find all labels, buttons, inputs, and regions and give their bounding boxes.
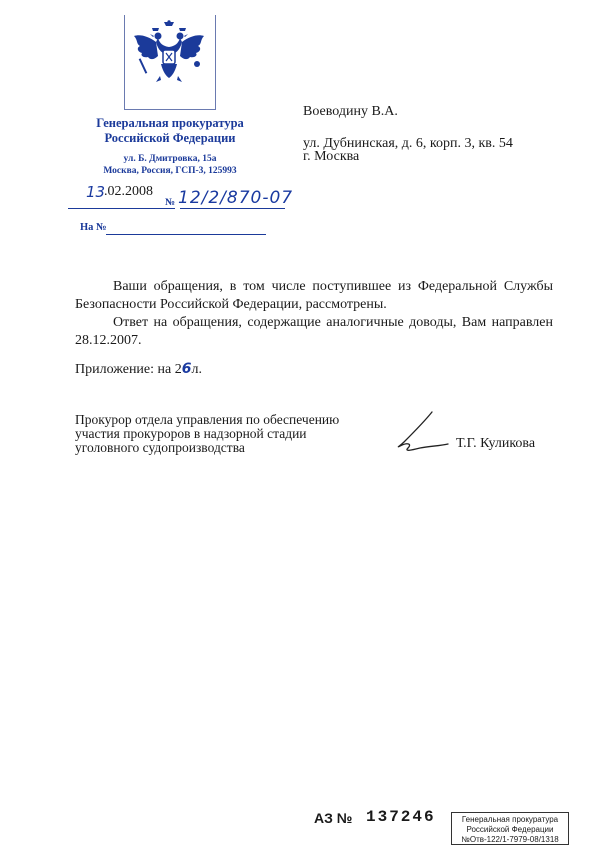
body-paragraph-1: Ваши обращения, в том числе поступившее из Федеральной Службы Безопасности Российской Федерации, рассмотрены. [75,279,553,312]
registration-stamp [451,812,569,845]
org-address-line1: ул. Б. Дмитровка, 15а [123,154,217,164]
az-serial-number: 137246 [366,808,436,826]
org-address-line2: Москва, Россия, ГСП-3, 125993 [103,166,237,176]
attachment-pages-handwritten: 6 [181,361,192,377]
attachment-line [75,361,202,378]
signatory-name: Т.Г. Куликова [456,436,536,451]
letter-body [75,278,553,350]
handwritten-signature [390,408,450,458]
number-label: № [165,197,176,208]
attachment-suffix: л. [191,362,202,377]
signatory-title-line3: уголовного судопроизводства [75,440,245,455]
reference-number-underline [106,234,266,235]
handwritten-date-day: 13 [86,183,106,201]
attachment-pages-printed: 2 [174,362,182,377]
attachment-prefix: Приложение: на [75,362,175,377]
recipient-address-line2: г. Москва [303,149,360,164]
reference-number-label: На № [80,222,107,233]
stamp-line1: Генеральная прокуратура [461,815,559,824]
handwritten-outgoing-number: 12/2/870-07 [178,188,294,208]
signatory-title [75,413,375,455]
recipient-address-line1: ул. Дубнинская, д. 6, корп. 3, кв. 54 [303,136,513,151]
az-label: АЗ № [314,810,353,826]
number-underline [180,208,285,209]
organization-name [70,116,270,146]
signatory-title-line1: Прокурор отдела управления по обеспечению [75,412,340,427]
printed-date: .02.2008 [104,184,153,199]
organization-address [70,153,270,177]
double-headed-eagle-icon [128,20,210,92]
stamp-line2: Российской Федерации [466,825,554,834]
org-name-line1: Генеральная прокуратура [96,116,244,130]
recipient-name: Воеводину В.А. [303,104,398,119]
body-paragraph-2: Ответ на обращения, содержащие аналогичные доводы, Вам направлен 28.12.2007. [75,315,553,348]
org-name-line2: Российской Федерации [104,131,236,145]
stamp-line3: №Отв-122/1-7979-08/1318 [461,835,559,844]
signatory-title-line2: участия прокуроров в надзорной стадии [75,426,307,441]
date-underline [68,208,175,209]
